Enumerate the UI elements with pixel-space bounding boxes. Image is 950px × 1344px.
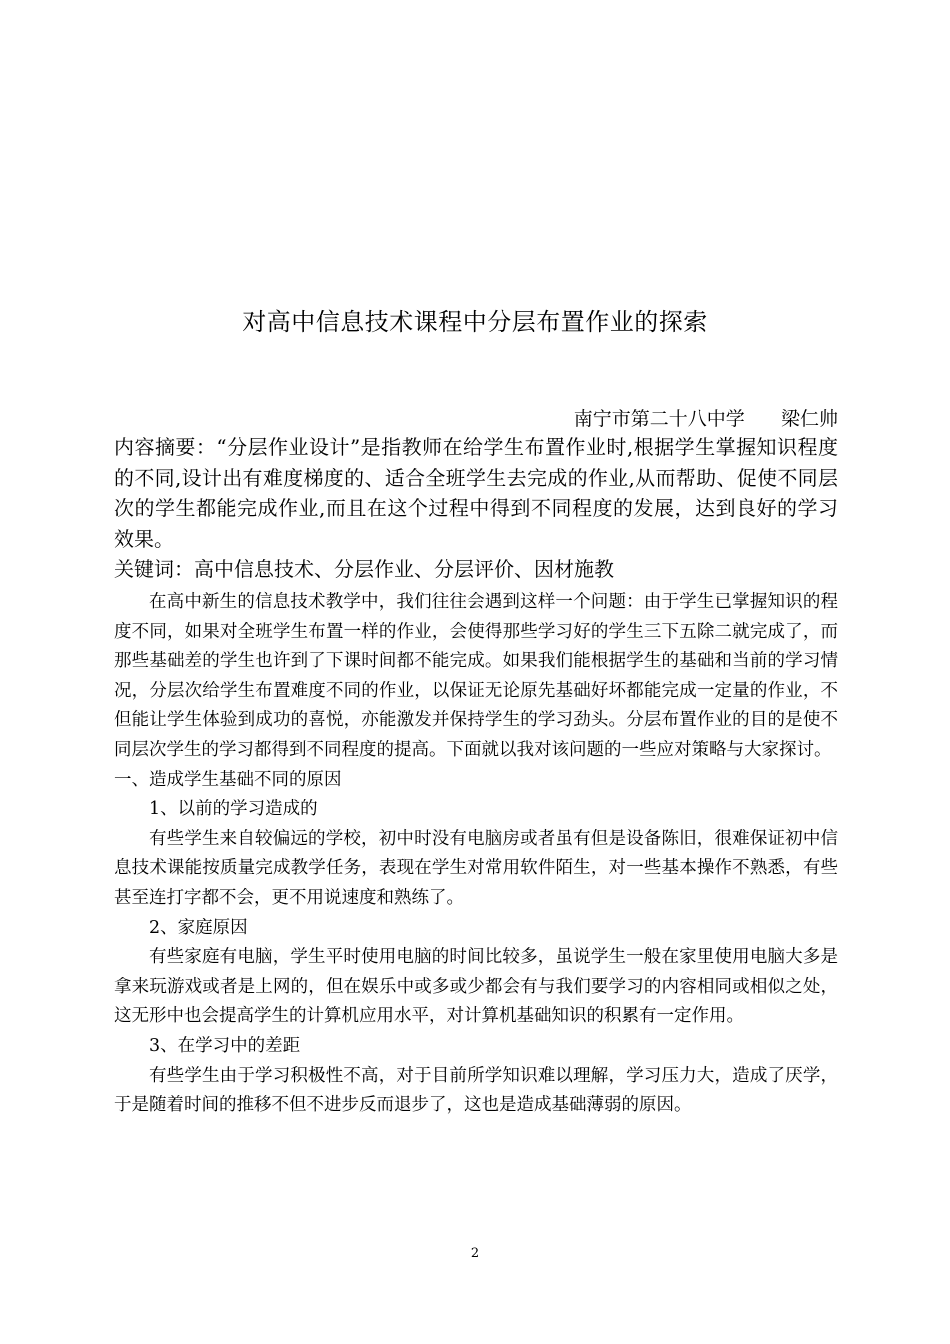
body-section — [114, 588, 838, 1121]
abstract-section — [114, 432, 838, 585]
subheading-3: 3、在学习中的差距 — [149, 1035, 301, 1056]
keywords-line: 关键词：高中信息技术、分层作业、分层评价、因材施教 — [114, 557, 614, 581]
paragraph-3: 有些学生由于学习积极性不高，对于目前所学知识难以理解，学习压力大，造成了厌学，于是随着时间的推移不但不进步反而退步了，这也是造成基础薄弱的原因。 — [114, 1065, 838, 1116]
paragraph-1: 有些学生来自较偏远的学校，初中时没有电脑房或者虽有但是设备陈旧，很难保证初中信息技术课能按质量完成教学任务，表现在学生对常用软件陌生，对一些基本操作不熟悉，有些甚至连打字都不会，更不用说速度和熟练了。 — [114, 828, 838, 908]
section-heading-1: 一、造成学生基础不同的原因 — [114, 769, 342, 790]
subheading-2: 2、家庭原因 — [149, 917, 248, 938]
document-title: 对高中信息技术课程中分层布置作业的探索 — [242, 308, 708, 336]
author-line: 南宁市第二十八中学 梁仁帅 — [573, 408, 838, 430]
page-number: 2 — [470, 1246, 480, 1261]
intro-paragraph: 在高中新生的信息技术教学中，我们往往会遇到这样一个问题：由于学生已掌握知识的程度不同，如果对全班学生布置一样的作业，会使得那些学习好的学生三下五除二就完成了，而那些基础差的学生也许到了下课时间都不能完成。如果我们能根据学生的基础和当前的学习情况，分层次给学生布置难度不同的作业，以保证无论原先基础好坏都能完成一定量的作业，不但能让学生体验到成功的喜悦，亦能激发并保持学生的学习劲头。分层布置作业的目的是使不同层次学生的学习都得到不同程度的提高。下面就以我对该问题的一些应对策略与大家探讨。 — [114, 592, 838, 760]
abstract-paragraph: 内容摘要：“分层作业设计”是指教师在给学生布置作业时,根据学生掌握知识程度的不同,设计出有难度梯度的、适合全班学生去完成的作业,从而帮助、促使不同层次的学生都能完成作业,而且在这个过程中得到不同程度的发展，达到良好的学习效果。 — [114, 435, 838, 551]
subheading-1: 1、以前的学习造成的 — [149, 799, 318, 820]
paragraph-2: 有些家庭有电脑，学生平时使用电脑的时间比较多，虽说学生一般在家里使用电脑大多是拿来玩游戏或者是上网的，但在娱乐中或多或少都会有与我们要学习的内容相同或相似之处，这无形中也会提高学生的计算机应用水平，对计算机基础知识的积累有一定作用。 — [114, 947, 838, 1027]
